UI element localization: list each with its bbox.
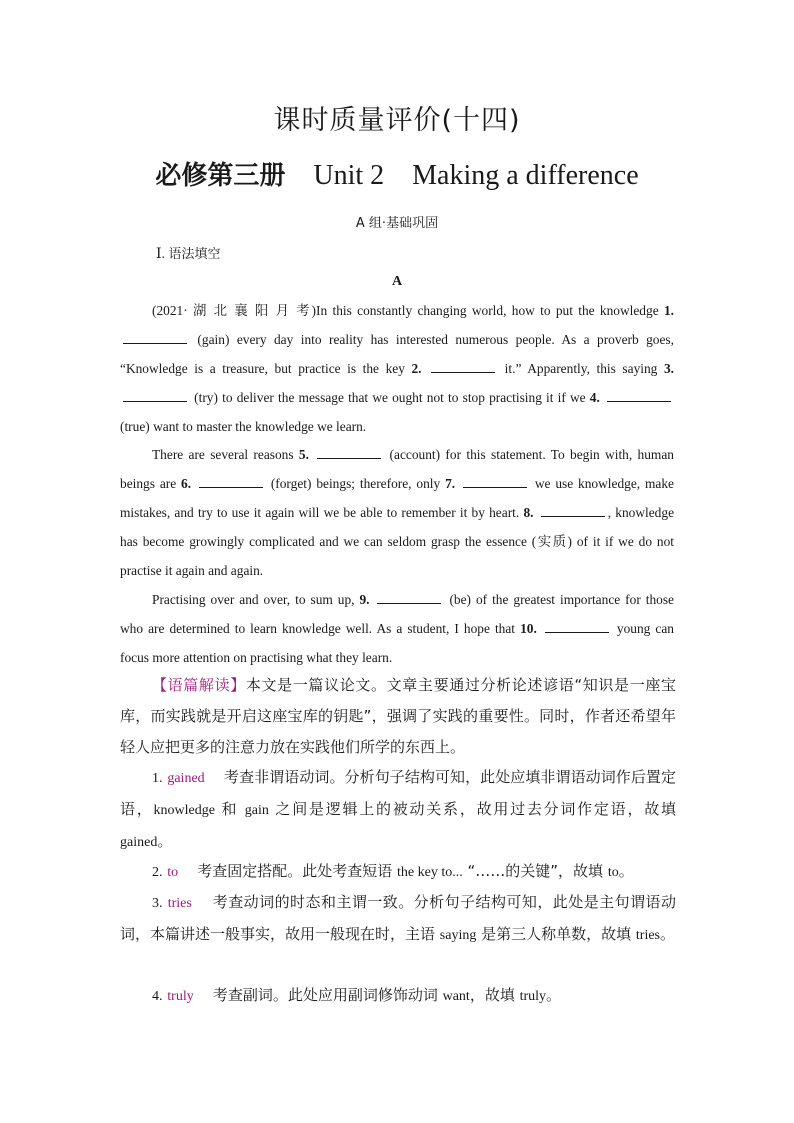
- blank-7: [463, 486, 527, 488]
- answer-value: truly: [167, 989, 194, 1004]
- blank-number-7: 7.: [445, 476, 456, 491]
- blank-4: [607, 400, 671, 402]
- blank-9: [377, 602, 441, 604]
- blank-1: [123, 342, 187, 344]
- passage-paragraph-3: Practising over and over, to sum up, 9. (be) of the greatest importance for those who are determined to learn knowledge well. As a student, I hope that 10. young can focus more attention on practising what they learn.: [120, 592, 674, 665]
- answer-item-4: 4. truly 考查副词。此处应用副词修饰动词 want，故填 truly。: [152, 986, 562, 1004]
- answer-item-3: 3. tries 考查动词的时态和主谓一致。分析句子结构可知，此处是主句谓语动词，本篇讲述一般事实，故用一般现在时，主语 saying 是第三人称单数，故填 tries。: [120, 893, 676, 943]
- answer-value: tries: [167, 896, 192, 911]
- blank-number-3: 3.: [663, 361, 674, 376]
- blank-number-1: 1.: [663, 303, 674, 318]
- blank-number-9: 9.: [359, 592, 370, 607]
- passage-source: (2021· 湖 北 襄 阳 月 考): [152, 303, 317, 318]
- blank-number-8: 8.: [523, 505, 534, 520]
- answer-number: 2.: [152, 865, 163, 880]
- passage-paragraph-1: (2021· 湖 北 襄 阳 月 考)In this constantly changing world, how to put the knowledge 1. (gain) every day into reality has interested numerous people. As a proverb goes, “Knowledge is a treasure, but practice is the key 2. it.” Apparently, this saying 3. (try) to deliver the message that we ought not to stop practising it if we 4. (true) want to master the knowledge we learn.: [120, 303, 674, 434]
- answer-item-2: 2. to 考查固定搭配。此处考查短语 the key to... “……的关键”，故填 to。: [152, 862, 634, 880]
- section-number: Ⅰ.: [156, 247, 166, 262]
- blank-number-5: 5.: [298, 447, 309, 462]
- section-heading: [156, 243, 221, 263]
- blank-number-4: 4.: [589, 390, 600, 405]
- answer-value: gained: [167, 771, 205, 786]
- blank-5: [317, 457, 381, 459]
- subtitle-book: 必修第三册: [155, 161, 286, 191]
- blank-3: [123, 400, 187, 402]
- blank-number-6: 6.: [181, 476, 192, 491]
- blank-number-10: 10.: [520, 621, 537, 636]
- subtitle-unit: Unit 2 Making a difference: [313, 160, 639, 191]
- analysis-intro: 【语篇解读】本文是一篇议论文。文章主要通过分析论述谚语“知识是一座宝库，而实践就是开启这座宝库的钥匙”，强调了实践的重要性。同时，作者还希望年轻人应把更多的注意力放在实践他们所学的东西上。: [120, 676, 676, 756]
- answer-number: 1.: [152, 771, 163, 786]
- page-title: 课时质量评价(十四): [273, 105, 521, 136]
- passage-label: A: [391, 274, 403, 289]
- passage-paragraph-2: There are several reasons 5. (account) for this statement. To begin with, human beings are 6. (forget) beings; therefore, only 7. we use knowledge, make mistakes, and try to use it again will we be able to remember it by heart. 8. , knowledge has become growingly complicated and we can seldom grasp the essence (实质) of it if we do not practise it again and again.: [120, 447, 675, 578]
- answer-number: 3.: [152, 896, 163, 911]
- analysis-tag: 【语篇解读】: [152, 676, 246, 694]
- answer-value: to: [167, 865, 179, 880]
- blank-number-2: 2.: [411, 361, 422, 376]
- answer-item-1: 1. gained 考查非谓语动词。分析句子结构可知，此处应填非谓语动词作后置定语，knowledge 和 gain 之间是逻辑上的被动关系，故用过去分词作定语，故填 gained。: [120, 768, 676, 850]
- blank-2: [431, 371, 495, 373]
- answer-number: 4.: [152, 989, 163, 1004]
- blank-6: [199, 486, 263, 488]
- blank-10: [545, 631, 609, 633]
- blank-8: [541, 515, 605, 517]
- section-label: 语法填空: [168, 247, 221, 262]
- group-heading: A 组·基础巩固: [355, 216, 439, 231]
- page-subtitle: [0, 155, 794, 192]
